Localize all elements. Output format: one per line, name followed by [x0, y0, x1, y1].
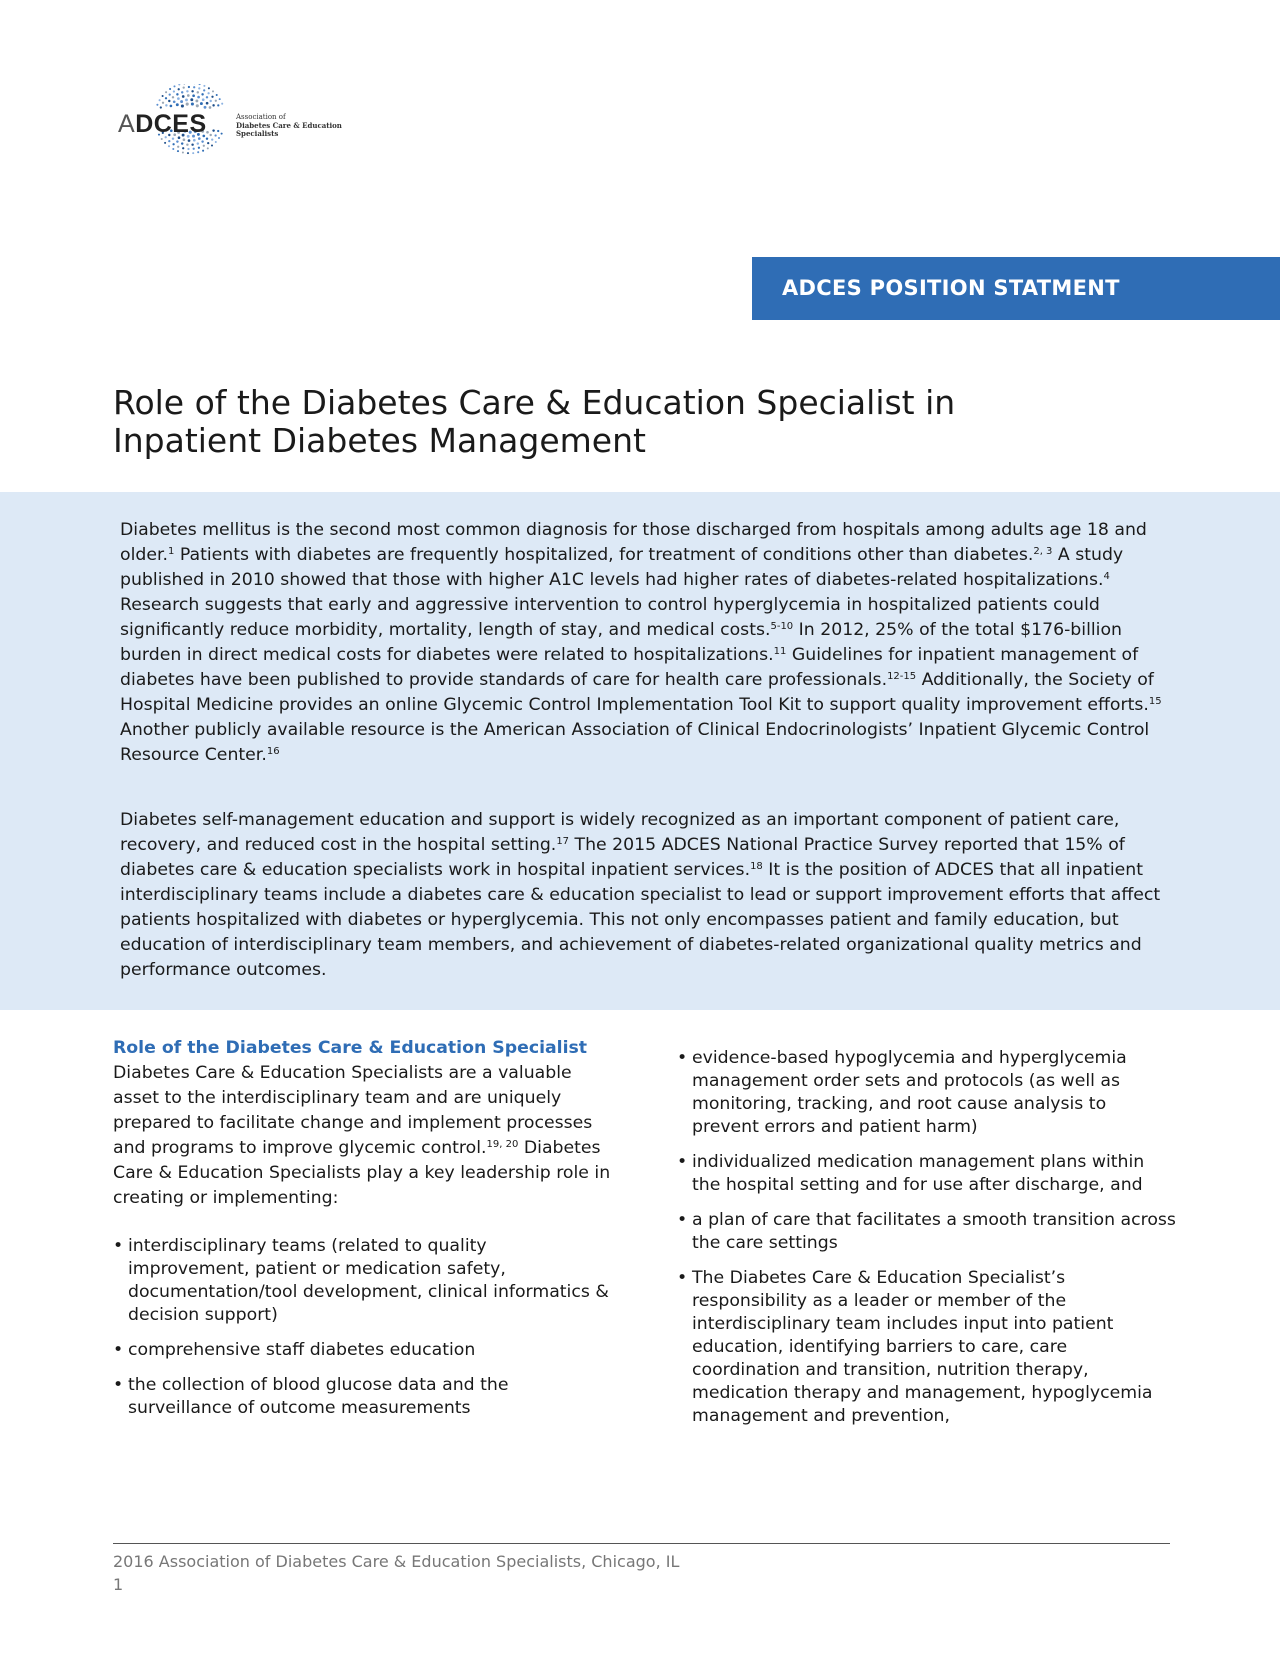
logo-dot	[172, 143, 174, 145]
logo-dot	[211, 144, 213, 146]
logo-dot	[201, 140, 203, 142]
logo-dot	[172, 96, 174, 98]
intro-paragraph-1	[120, 518, 1165, 768]
text-run: Another publicly available resource is the American Association of Clinical Endocrinologists’ Inpatient Glycemic Control Resource Center.	[120, 720, 1150, 765]
logo-tagline-line: Association of	[236, 113, 286, 121]
logo-dot	[203, 89, 205, 91]
text-run: Diabetes Care & Education Specialists play a key leadership role in creating or implementing:	[113, 1138, 611, 1208]
logo-wordmark	[118, 110, 207, 139]
text-run: In 2012, 25% of the total $176-billion burden in direct medical costs for diabetes were related to hospitalizations.	[120, 620, 1123, 665]
text-run: Diabetes Care & Education Specialists are a valuable asset to the interdisciplinary team and are uniquely prepared to facilitate change and implement processes and programs to improve glycemic control.	[113, 1063, 593, 1158]
logo-dot	[185, 98, 188, 101]
logo-dot	[208, 87, 210, 89]
logo-dot	[203, 145, 205, 147]
logo-dot	[196, 104, 199, 107]
logo-dot	[193, 148, 195, 150]
logo-dot	[168, 140, 170, 142]
logo-dot	[178, 84, 180, 86]
logo-dot	[197, 91, 199, 93]
logo-dot	[165, 91, 167, 93]
logo-tagline-line: Specialists	[236, 129, 279, 138]
logo-dot	[176, 103, 179, 106]
logo-dot	[182, 147, 184, 149]
logo-dot	[204, 106, 207, 109]
logo-dot	[217, 130, 219, 132]
logo-dot	[212, 129, 214, 131]
section-heading: Role of the Diabetes Care & Education Specialist	[113, 1038, 588, 1058]
logo-dot	[170, 105, 173, 108]
logo-dot	[186, 143, 188, 145]
bullet-item: • comprehensive staff diabetes education	[113, 1339, 613, 1362]
logo-wordmark-a: A	[118, 110, 136, 138]
logo-dot	[221, 103, 223, 105]
citation-ref: 1	[168, 546, 175, 557]
logo-dot	[187, 152, 189, 154]
logo-dot	[183, 86, 185, 88]
logo-dot	[211, 96, 213, 98]
logo-tagline	[236, 113, 366, 139]
position-statement-banner: ADCES POSITION STATMENT	[752, 257, 1280, 320]
logo-dot	[165, 104, 167, 106]
page-title: Role of the Diabetes Care & Education Specialist in Inpatient Diabetes Management	[113, 383, 956, 460]
logo-dot	[188, 86, 190, 88]
citation-ref: 4	[1103, 571, 1110, 582]
logo-dot	[181, 104, 184, 107]
logo-dot	[191, 143, 193, 145]
logo-dot	[173, 90, 175, 92]
citation-ref: 11	[773, 646, 787, 657]
logo-dot	[177, 150, 179, 152]
logo-dot	[168, 100, 170, 102]
left-column	[113, 1036, 613, 1432]
logo-dot	[221, 133, 223, 135]
logo-dot	[186, 103, 189, 106]
logo-dot	[206, 102, 209, 105]
bullet-item: • a plan of care that facilitates a smooth transition across the care settings	[677, 1209, 1177, 1255]
section-intro-paragraph	[113, 1061, 613, 1211]
logo-dot	[209, 100, 211, 102]
text-run: Diabetes mellitus is the second most common diagnosis for those discharged from hospitals among adults age 18 and older.	[120, 520, 1147, 565]
footer-divider	[113, 1543, 1170, 1544]
right-column	[677, 1047, 1177, 1440]
logo-wordmark-rest: DCES	[135, 110, 207, 138]
page-footer	[113, 1550, 679, 1596]
logo-dot	[176, 140, 178, 142]
bullet-item: • evidence-based hypoglycemia and hyperglycemia management order sets and protocols (as well as monitoring, tracking, and root cause analysis to prevent errors and patient harm)	[677, 1047, 1177, 1139]
bullet-item: • The Diabetes Care & Education Specialist’s responsibility as a leader or member of the interdisciplinary team includes input into patient education, identifying barriers to care, care coordination and transition, nutrition therapy, medication therapy and management, hypoglycemia management and prevention,	[677, 1267, 1177, 1428]
logo-dot	[193, 86, 195, 88]
bullet-item: • the collection of blood glucose data and the surveillance of outcome measurements	[113, 1374, 613, 1420]
citation-ref: 12-15	[887, 671, 917, 682]
logo-dot	[178, 88, 180, 90]
citation-ref: 18	[750, 861, 763, 872]
logo-dot	[162, 102, 164, 104]
logo-dot	[207, 92, 209, 94]
text-run: Diabetes self-management education and support is widely recognized as an important component of patient care, recovery, and reduced cost in the hospital setting.	[120, 810, 1120, 855]
logo-dot	[177, 146, 179, 148]
logo-dot	[172, 148, 174, 150]
adces-logo	[118, 84, 358, 160]
logo-dot	[193, 139, 196, 142]
logo-dot	[199, 84, 201, 85]
citation-ref: 2, 3	[1033, 546, 1053, 557]
text-run: The 2015 ADCES National Practice Survey reported that 15% of diabetes care & education specialists work in hospital inpatient services.	[120, 835, 1125, 880]
logo-dot	[182, 151, 184, 153]
page-number: 1	[113, 1575, 124, 1594]
logo-dot	[218, 137, 220, 139]
logo-dot	[209, 106, 212, 109]
logo-dot	[162, 95, 164, 97]
logo-dot	[160, 106, 162, 108]
logo-dot	[181, 142, 183, 144]
logo-dot	[182, 95, 185, 98]
logo-dot	[173, 100, 176, 103]
citation-ref: 19, 20	[486, 1139, 519, 1150]
logo-dot	[191, 90, 193, 92]
logo-dot	[219, 98, 221, 100]
logo-dot	[209, 134, 211, 136]
logo-dot	[195, 99, 198, 102]
logo-dot	[202, 98, 205, 101]
logo-dot	[177, 97, 180, 100]
citation-ref: 17	[556, 836, 570, 847]
citation-ref: 5-10	[770, 621, 794, 632]
logo-dot	[212, 90, 214, 92]
logo-dot	[198, 147, 200, 149]
text-run: It is the position of ADCES that all inpatient interdisciplinary teams include a diabetes care & education specialist to lead or support improvement efforts that affect patients hospitalized with diabetes or hyperglycemia. This not only encompasses patient and family education, but education of interdisciplinary team members, and achievement of diabetes-related organizational quality metrics and performance outcomes.	[120, 860, 1161, 980]
bullet-item: • individualized medication management plans within the hospital setting and for use after discharge, and	[677, 1151, 1177, 1197]
logo-dot	[214, 134, 216, 136]
logo-dot	[192, 94, 195, 97]
logo-dot	[181, 91, 183, 93]
logo-dot	[173, 85, 175, 87]
logo-dot	[164, 142, 166, 144]
bullet-list-left	[113, 1235, 613, 1420]
logo-dot	[187, 148, 189, 150]
intro-paragraph-2	[120, 808, 1165, 983]
logo-dot	[186, 90, 188, 92]
logo-dot	[169, 93, 171, 95]
logo-dot	[187, 94, 190, 97]
text-run: Additionally, the Society of Hospital Medicine provides an online Glycemic Control Implementation Tool Kit to support quality improvement efforts.	[120, 670, 1154, 715]
citation-ref: 16	[266, 746, 280, 757]
logo-dot	[168, 145, 170, 147]
logo-dot	[192, 152, 194, 154]
logo-dot	[198, 87, 200, 89]
text-run: Guidelines for inpatient management of diabetes have been published to provide standards of care for health care professionals.	[120, 645, 1139, 690]
logo-dot	[159, 99, 161, 101]
logo-tagline-line: Diabetes Care & Education	[236, 120, 342, 130]
text-run: Patients with diabetes are frequently hospitalized, for treatment of conditions other than diabetes.	[174, 545, 1034, 565]
logo-dot	[212, 104, 214, 106]
logo-dot	[217, 104, 219, 106]
logo-dot	[200, 102, 203, 105]
text-run: A study published in 2010 showed that those with higher A1C levels had higher rates of diabetes-related hospitalizations.	[120, 545, 1124, 590]
logo-dot	[197, 142, 199, 144]
logo-dot	[156, 104, 158, 106]
logo-dot	[206, 96, 208, 98]
logo-dot	[216, 94, 218, 96]
logo-dot	[207, 142, 209, 144]
logo-dot	[165, 97, 167, 99]
logo-dot	[191, 102, 194, 105]
logo-dot	[180, 100, 183, 103]
logo-dot	[202, 150, 204, 152]
logo-dot	[197, 96, 200, 99]
logo-dot	[190, 98, 193, 101]
logo-dot	[207, 147, 209, 149]
logo-dot	[203, 85, 205, 87]
footer-copyright: 2016 Association of Diabetes Care & Education Specialists, Chicago, IL	[113, 1552, 680, 1571]
logo-dot	[176, 93, 178, 95]
logo-dot	[201, 93, 203, 95]
logo-dot	[169, 88, 171, 90]
intro-section	[0, 492, 1280, 1010]
logo-dot	[188, 139, 191, 142]
logo-dot	[215, 100, 217, 102]
text-run: Research suggests that early and aggressive intervention to control hyperglycemia in hospitalized patients could significantly reduce morbidity, mortality, length of stay, and medical costs.	[120, 595, 1100, 640]
bullet-list-right	[677, 1047, 1177, 1428]
logo-dot	[215, 141, 217, 143]
bullet-item: • interdisciplinary teams (related to quality improvement, patient or medication safety, documentation/tool development, clinical informatics & decision support)	[113, 1235, 613, 1327]
logo-dot	[211, 138, 213, 140]
logo-dot	[197, 151, 199, 153]
citation-ref: 15	[1148, 696, 1162, 707]
